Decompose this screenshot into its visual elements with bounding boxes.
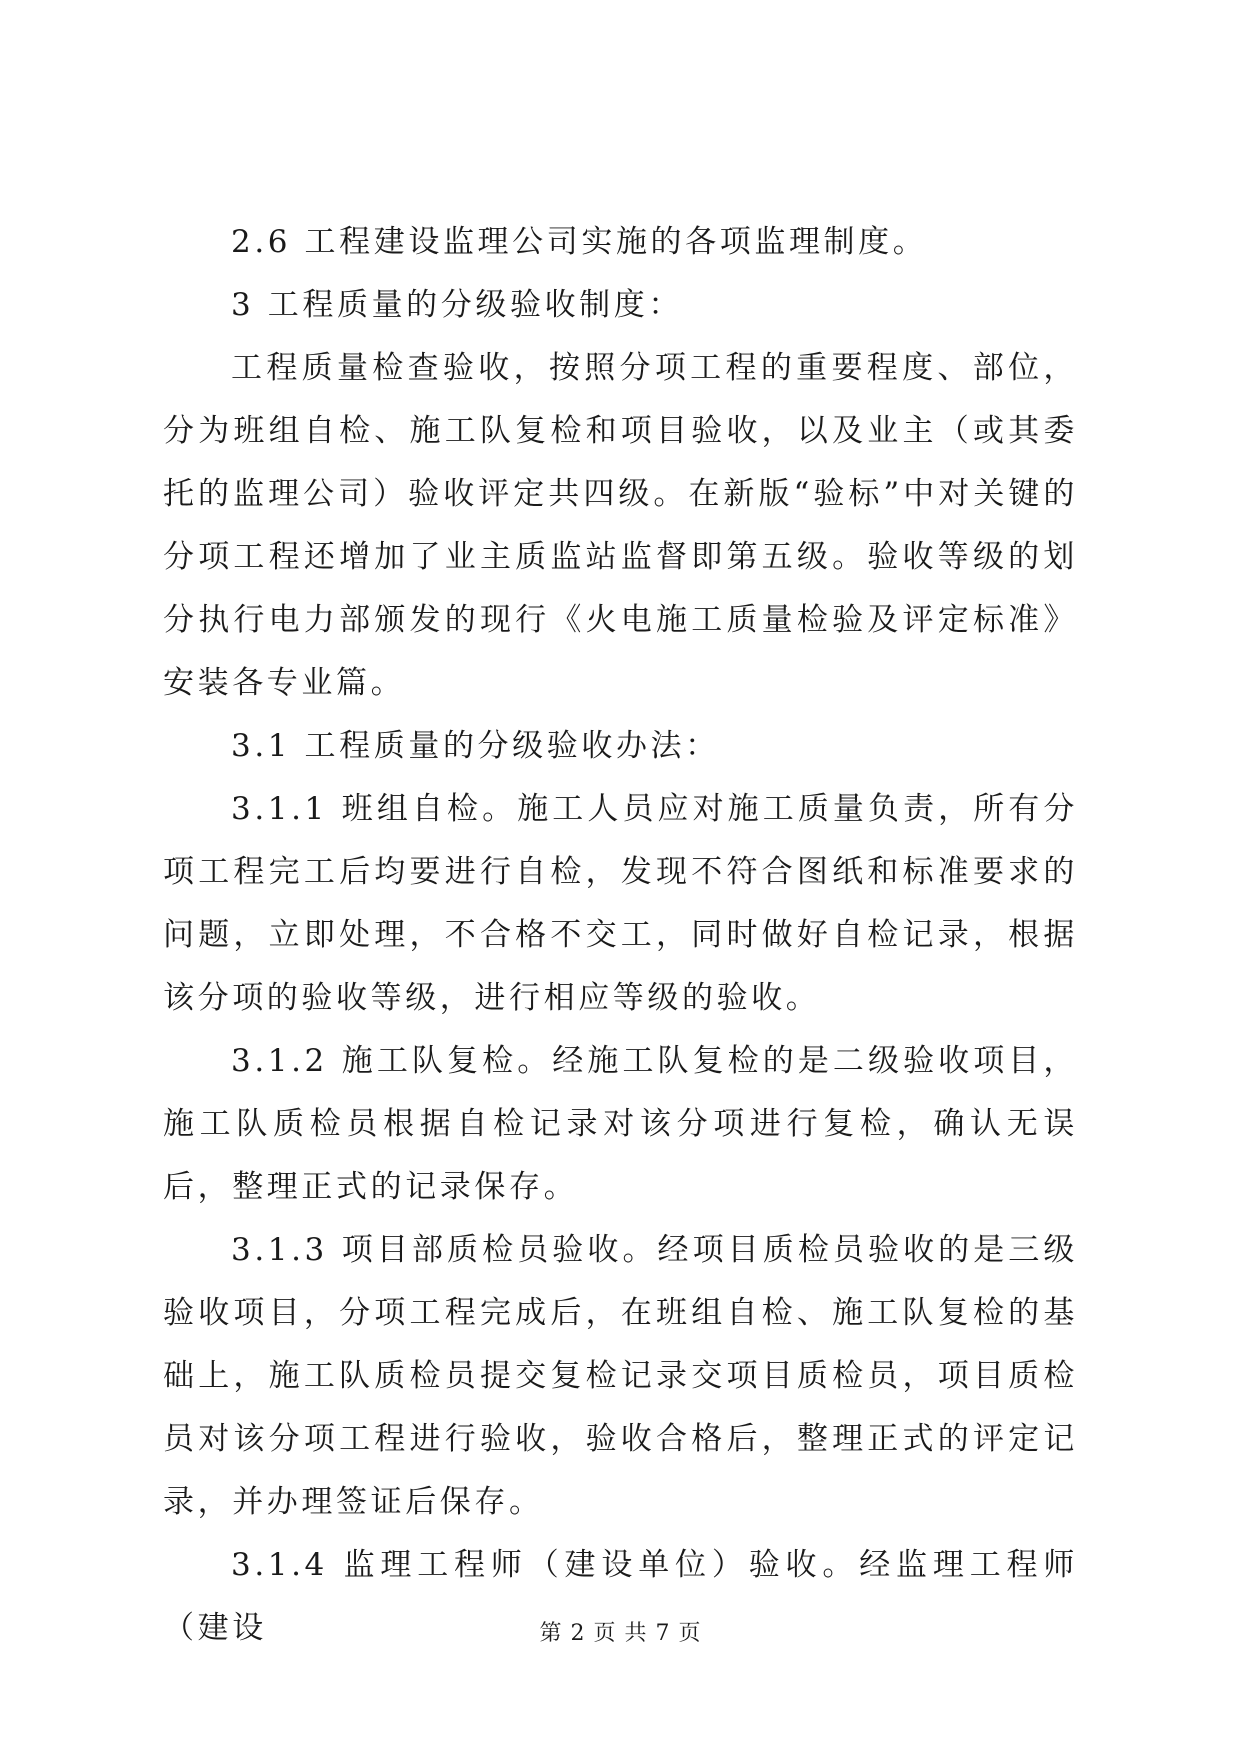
paragraph-3-1-1: 3.1.1 班组自检。施工人员应对施工质量负责，所有分项工程完工后均要进行自检，发现不符合图纸和标准要求的问题，立即处理，不合格不交工，同时做好自检记录，根据该分项的验收等级，进行相应等级的验收。 <box>163 791 1078 1016</box>
paragraph-2-6: 2.6 工程建设监理公司实施的各项监理制度。 <box>231 224 928 260</box>
heading-3-1-acceptance-method: 3.1 工程质量的分级验收办法： <box>231 728 720 764</box>
paragraph-3-1-4: 3.1.4 监理工程师（建设单位）验收。经监理工程师（建设 <box>163 1547 1078 1646</box>
paragraph-3-1-2: 3.1.2 施工队复检。经施工队复检的是二级验收项目，施工队质检员根据自检记录对该分项进行复检，确认无误后，整理正式的记录保存。 <box>163 1043 1078 1205</box>
page-footer: 第 2 页 共 7 页 <box>539 1621 702 1646</box>
document-body <box>163 211 1078 1660</box>
paragraph-acceptance-levels: 工程质量检查验收，按照分项工程的重要程度、部位，分为班组自检、施工队复检和项目验收，以及业主（或其委托的监理公司）验收评定共四级。在新版“验标”中对关键的分项工程还增加了业主质监站监督即第五级。验收等级的划分执行电力部颁发的现行《火电施工质量检验及评定标准》安装各专业篇。 <box>163 350 1078 701</box>
paragraph-3-1-3: 3.1.3 项目部质检员验收。经项目质检员验收的是三级验收项目，分项工程完成后，在班组自检、施工队复检的基础上，施工队质检员提交复检记录交项目质检员，项目质检员对该分项工程进行验收，验收合格后，整理正式的评定记录，并办理签证后保存。 <box>163 1232 1078 1520</box>
heading-3-acceptance-system: 3 工程质量的分级验收制度： <box>231 287 683 323</box>
